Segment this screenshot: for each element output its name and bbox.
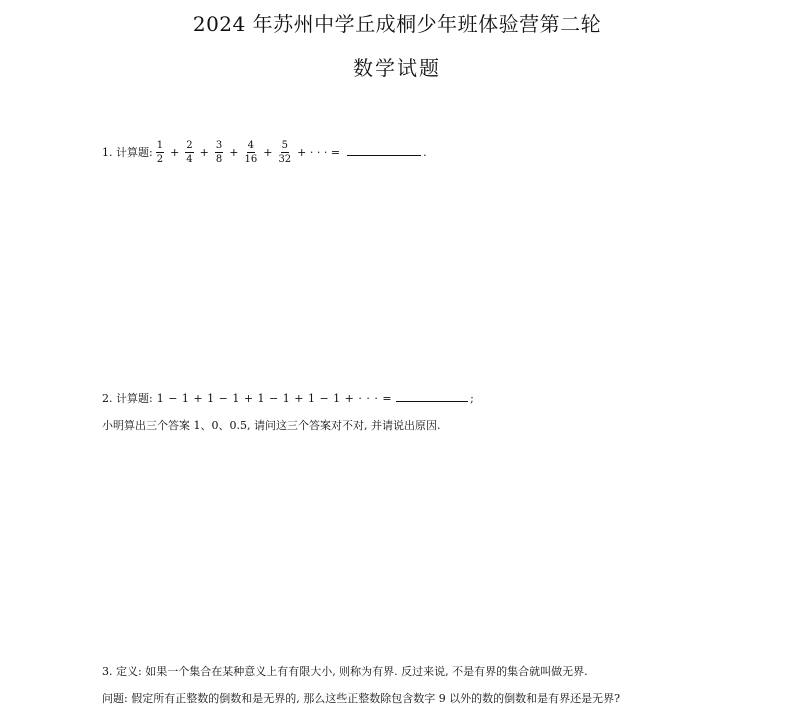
fraction-5-numerator: 5	[281, 139, 288, 151]
fraction-2-denominator: 4	[186, 153, 193, 165]
fraction-4-denominator: 16	[244, 153, 258, 165]
page-title: 2024 年苏州中学丘成桐少年班体验营第二轮	[192, 12, 602, 36]
question-1	[102, 134, 427, 170]
plus-sign: +	[229, 145, 239, 159]
question-2-end: ;	[470, 391, 474, 405]
plus-sign: +	[263, 145, 273, 159]
plus-sign: +	[170, 145, 180, 159]
fraction-3-numerator: 3	[215, 139, 223, 151]
fraction-2-numerator: 2	[186, 139, 193, 151]
question-1-end: .	[423, 145, 427, 159]
fraction-2	[185, 140, 193, 165]
fraction-3	[215, 140, 223, 165]
question-2-followup: 小明算出三个答案 1、0、0.5, 请问这三个答案对不对, 并请说出原因.	[102, 419, 441, 432]
question-3-problem: 问题: 假定所有正整数的倒数和是无界的, 那么这些正整数除包含数字 9 以外的数的倒数和是有界还是无界?	[102, 692, 621, 705]
question-2-expression: 1 − 1 + 1 − 1 + 1 − 1 + 1 − 1 + · · · =	[156, 391, 393, 405]
question-2	[102, 389, 474, 407]
fraction-5	[278, 140, 291, 165]
question-1-label: 1. 计算题:	[102, 146, 153, 159]
page-subtitle: 数学试题	[353, 56, 441, 80]
answer-blank-2[interactable]	[396, 391, 468, 402]
fraction-1-numerator: 1	[156, 139, 164, 151]
series-tail: + · · · =	[297, 145, 341, 159]
fraction-4	[244, 140, 257, 165]
fraction-1	[156, 140, 164, 165]
fraction-1-denominator: 2	[156, 153, 164, 165]
question-2-label: 2. 计算题:	[102, 392, 153, 405]
answer-blank-1[interactable]	[347, 145, 421, 156]
fraction-3-denominator: 8	[215, 153, 223, 165]
plus-sign: +	[199, 145, 209, 159]
question-3-definition: 3. 定义: 如果一个集合在某种意义上有有限大小, 则称为有界. 反过来说, 不是有界的集合就叫做无界.	[102, 665, 588, 678]
fraction-5-denominator: 32	[278, 153, 292, 165]
fraction-4-numerator: 4	[247, 139, 255, 151]
